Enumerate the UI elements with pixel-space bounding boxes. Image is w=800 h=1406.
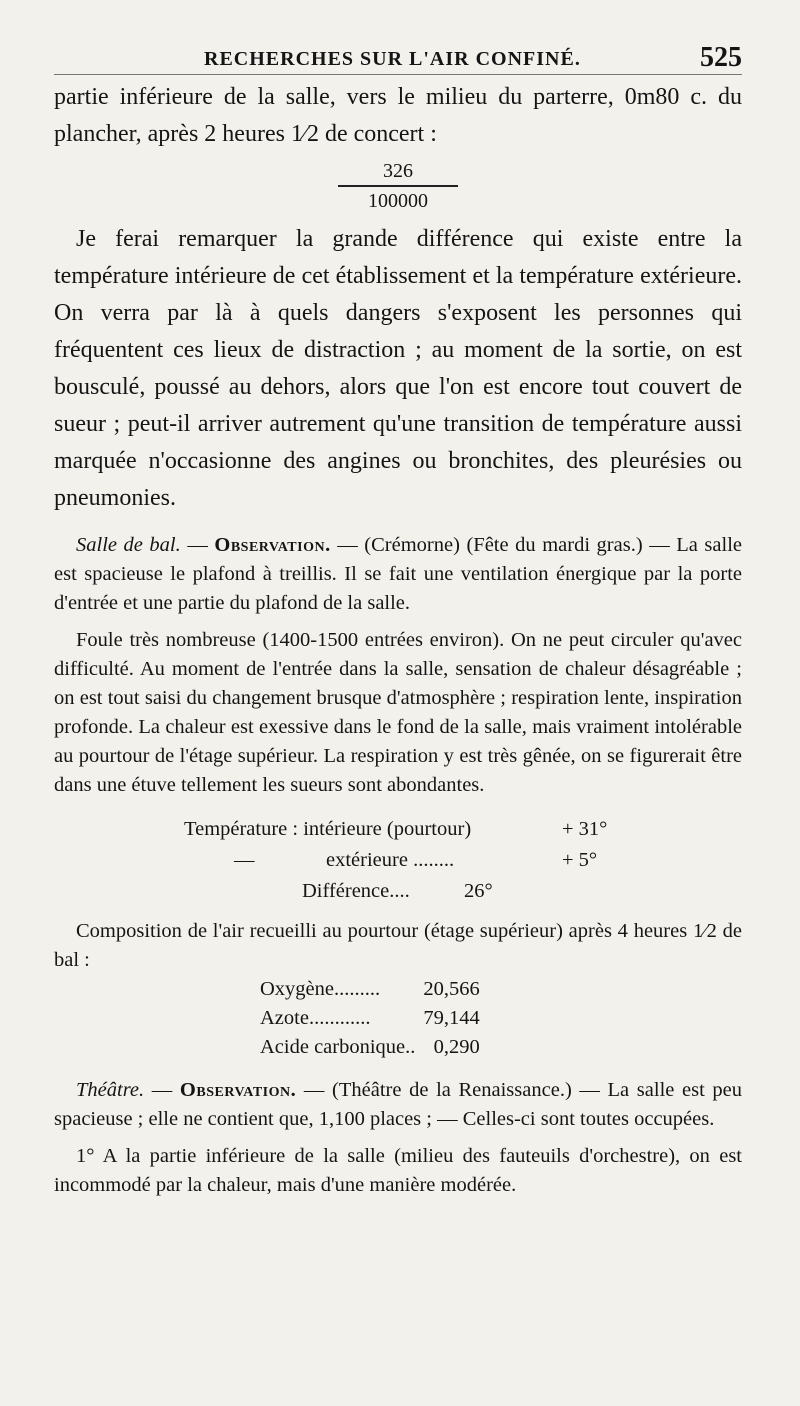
theatre-heading: Théâtre. — [76, 1079, 145, 1101]
fraction-numerator: 326 — [338, 157, 458, 187]
composition-table — [260, 975, 480, 1062]
salle-de-bal-heading: Salle de bal. — [76, 534, 181, 556]
theatre-observation — [54, 1076, 742, 1134]
heading-dash: — — [180, 534, 215, 556]
composition-value: 79,144 — [423, 1007, 480, 1029]
temperature-row-interior — [54, 814, 742, 845]
theatre-heading-dash: — — [144, 1079, 180, 1101]
observation-label: Observation. — [214, 534, 331, 556]
composition-row — [260, 975, 480, 1004]
composition-value: 0,290 — [433, 1036, 480, 1058]
temperature-row-exterior — [54, 845, 742, 876]
temperature-difference-value: 26° — [464, 880, 493, 902]
composition-label: Acide carbonique.. — [260, 1036, 416, 1058]
temperature-block — [54, 814, 742, 907]
temperature-difference-label: Différence.... — [302, 880, 410, 902]
temperature-interior-value: + 31° — [562, 818, 608, 840]
salle-de-bal-description: — (Crémorne) (Fête du mardi gras.) — La salle est spacieuse le plafond à treillis. Il se fait une ventilation énergique par la porte d'entrée et une partie du plafond de la salle. — [54, 534, 743, 614]
temperature-exterior-dash: — — [234, 849, 255, 871]
paragraph-temperature-remark: Je ferai remarquer la grande différence qui existe entre la température intérieure de cet établissement et la température extérieure. On verra par là à quels dangers s'exposent les personnes qui fréquentent ces lieux de distraction ; au moment de la sortie, on est bousculé, poussé au dehors, alors que l'on est encore tout couvert de sueur ; peut-il arriver autrement qu'une transition de température aussi marquée n'occasionne des angines ou bronchites, des pleurésies ou pneumonies. — [54, 226, 742, 511]
temperature-exterior-label: extérieure ........ — [326, 849, 455, 871]
composition-row — [260, 1004, 480, 1033]
fraction — [298, 157, 498, 215]
page-number: 525 — [700, 42, 742, 73]
fraction-denominator: 100000 — [368, 190, 428, 212]
theatre-description: — (Théâtre de la Renaissance.) — La salle est peu spacieuse ; elle ne contient que, 1,100 places ; — Celles-ci sont toutes occupées. — [54, 1079, 743, 1130]
intro-text: partie inférieure de la salle, vers le milieu du parterre, 0m80 c. du plancher, après 2 heures 1⁄2 de concert : — [54, 84, 742, 147]
theatre-observation-label: Observation. — [179, 1079, 297, 1101]
salle-de-bal-observation — [54, 531, 742, 618]
temperature-interior-label: Température : intérieure (pourtour) — [184, 818, 472, 840]
temperature-row-difference — [54, 876, 742, 907]
composition-label: Oxygène......... — [260, 978, 381, 1000]
temperature-exterior-value: + 5° — [562, 849, 598, 871]
composition-value: 20,566 — [423, 978, 480, 1000]
composition-intro: Composition de l'air recueilli au pourtour (étage supérieur) après 4 heures 1⁄2 de bal : — [54, 920, 742, 971]
running-head — [54, 40, 742, 75]
running-title: RECHERCHES SUR L'AIR CONFINÉ. — [204, 48, 581, 70]
composition-label: Azote............ — [260, 1007, 371, 1029]
salle-de-bal-crowd-paragraph: Foule très nombreuse (1400-1500 entrées environ). On ne peut circuler qu'avec difficulté. Au moment de l'entrée dans la salle, sensation de chaleur désagréable ; on est tout saisi du changement brusque d'atmosphère ; respiration lente, inspiration profonde. La chaleur est exessive dans le fond de la salle, mais vraiment intolérable au pourtour de l'étage supérieur. La respiration y est très gênée, on se figurerait être dans une étuve tellement les sueurs sont abondantes. — [54, 629, 742, 796]
theatre-orchestra-paragraph: 1° A la partie inférieure de la salle (milieu des fauteuils d'orchestre), on est incommodé par la chaleur, mais d'une manière modérée. — [54, 1145, 742, 1196]
composition-row — [260, 1033, 480, 1062]
